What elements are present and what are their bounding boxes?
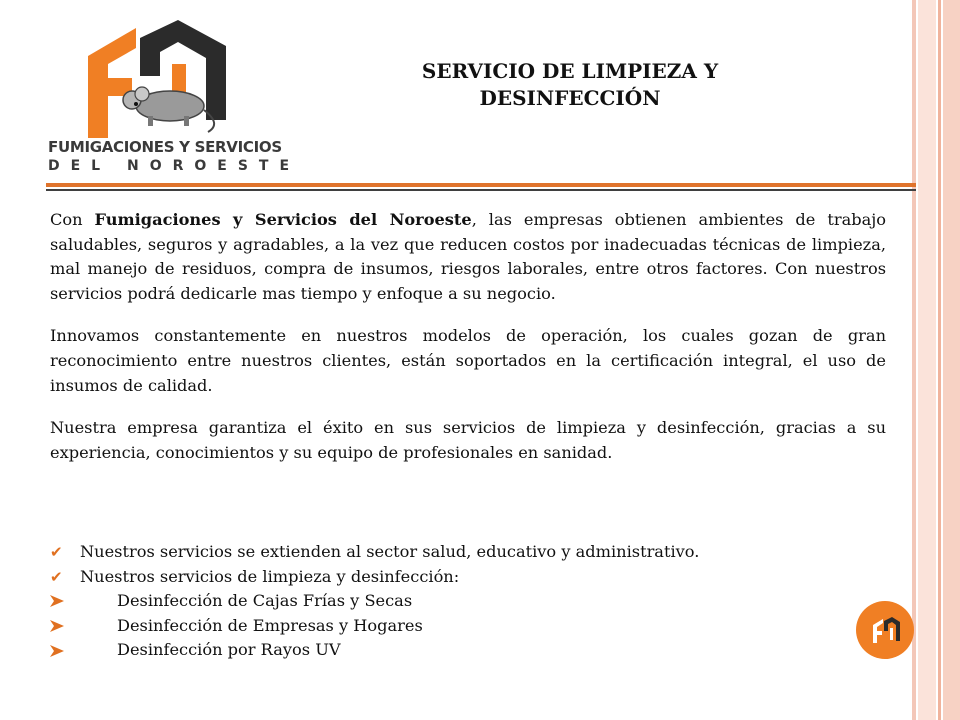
checklist-item <box>50 565 886 590</box>
service-list <box>50 540 886 663</box>
divider-dark <box>46 189 916 191</box>
service-label: Desinfección por Rayos UV <box>117 640 341 660</box>
service-item <box>50 638 886 663</box>
paragraph-innovation: Innovamos constantemente en nuestros modelos de operación, los cuales gozan de gran reconocimiento entre nuestros clientes, están soportados en la certificación integral, el uso de insumos de calidad. <box>50 326 886 395</box>
stripe <box>918 0 936 720</box>
slide-body <box>50 208 886 483</box>
service-label: Desinfección de Empresas y Hogares <box>117 615 423 635</box>
logo-mark-icon <box>44 20 262 138</box>
paragraph-intro <box>50 208 886 306</box>
arrowhead-bullet-icon <box>50 595 80 607</box>
logo-text-line1: FUMIGACIONES Y SERVICIOS <box>48 138 282 156</box>
title-line1: SERVICIO DE LIMPIEZA Y <box>421 59 719 83</box>
arrowhead-bullet-icon <box>50 645 80 657</box>
service-item <box>50 589 886 614</box>
checklist-item <box>50 540 886 565</box>
company-name: Fumigaciones y Servicios del Noroeste <box>94 210 472 229</box>
stripe <box>943 0 960 720</box>
check-icon: ✔ <box>50 543 63 561</box>
divider-orange <box>46 183 916 187</box>
service-label: Desinfección de Cajas Frías y Secas <box>117 591 413 611</box>
stripe <box>938 0 941 720</box>
paragraph-guarantee: Nuestra empresa garantiza el éxito en sus servicios de limpieza y desinfección, gracias a su experiencia, conocimientos y su equipo de profesionales en sanidad. <box>50 418 886 462</box>
decorative-side-stripes <box>912 0 960 720</box>
title-line2: DESINFECCIÓN <box>479 86 661 110</box>
checklist-label: Nuestros servicios se extienden al sector salud, educativo y administrativo. <box>80 542 700 561</box>
company-badge-icon[interactable] <box>856 601 914 659</box>
logo-text-line2: DEL NOROESTE <box>48 158 301 174</box>
paragraph-lead: Con <box>50 210 95 229</box>
check-icon: ✔ <box>50 567 63 586</box>
slide-title <box>330 58 810 112</box>
paragraph-rest: , las empresas obtienen ambientes de trabajo saludables, seguros y agradables, a la vez que reducen costos por inadecuadas técnicas de limpieza, mal manejo de residuos, compra de insumos, riesgos laborales, entre otros factores. Con nuestros servicios podrá dedicarle mas tiempo y enfoque a su negocio. <box>50 210 887 303</box>
service-item <box>50 614 886 639</box>
arrowhead-bullet-icon <box>50 620 80 632</box>
company-logo <box>44 20 301 180</box>
checklist-label: Nuestros servicios de limpieza y desinfección: <box>80 566 460 586</box>
